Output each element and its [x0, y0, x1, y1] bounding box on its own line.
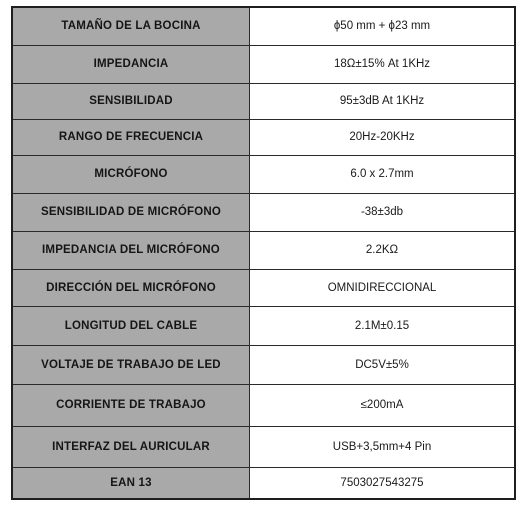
- spec-label: SENSIBILIDAD DE MICRÓFONO: [12, 193, 250, 231]
- spec-label: IMPEDANCIA DEL MICRÓFONO: [12, 231, 250, 269]
- spec-label: RANGO DE FRECUENCIA: [12, 119, 250, 155]
- table-row: [12, 193, 515, 231]
- spec-value: -38±3db: [250, 193, 516, 231]
- table-row: [12, 467, 515, 499]
- spec-label: TAMAÑO DE LA BOCINA: [12, 7, 250, 45]
- table-row: [12, 345, 515, 384]
- spec-value: 95±3dB At 1KHz: [250, 83, 516, 119]
- table-row: [12, 7, 515, 45]
- table-row: [12, 155, 515, 193]
- spec-value: DC5V±5%: [250, 345, 516, 384]
- spec-label: MICRÓFONO: [12, 155, 250, 193]
- spec-value: USB+3,5mm+4 Pin: [250, 426, 516, 467]
- spec-table: [11, 6, 516, 500]
- spec-label: SENSIBILIDAD: [12, 83, 250, 119]
- spec-value: ϕ50 mm + ϕ23 mm: [250, 7, 516, 45]
- spec-value: 6.0 x 2.7mm: [250, 155, 516, 193]
- spec-label: CORRIENTE DE TRABAJO: [12, 384, 250, 426]
- spec-value: 2.1M±0.15: [250, 306, 516, 345]
- spec-label: INTERFAZ DEL AURICULAR: [12, 426, 250, 467]
- table-row: [12, 231, 515, 269]
- table-row: [12, 83, 515, 119]
- spec-value: ≤200mA: [250, 384, 516, 426]
- spec-value: 20Hz-20KHz: [250, 119, 516, 155]
- spec-value: 7503027543275: [250, 467, 516, 499]
- spec-label: IMPEDANCIA: [12, 45, 250, 83]
- spec-value: 18Ω±15% At 1KHz: [250, 45, 516, 83]
- table-row: [12, 119, 515, 155]
- spec-value: 2.2KΩ: [250, 231, 516, 269]
- spec-label: LONGITUD DEL CABLE: [12, 306, 250, 345]
- spec-label: DIRECCIÓN DEL MICRÓFONO: [12, 269, 250, 306]
- spec-value: OMNIDIRECCIONAL: [250, 269, 516, 306]
- table-row: [12, 384, 515, 426]
- table-row: [12, 306, 515, 345]
- spec-label: VOLTAJE DE TRABAJO DE LED: [12, 345, 250, 384]
- table-row: [12, 426, 515, 467]
- table-row: [12, 45, 515, 83]
- table-row: [12, 269, 515, 306]
- spec-label: EAN 13: [12, 467, 250, 499]
